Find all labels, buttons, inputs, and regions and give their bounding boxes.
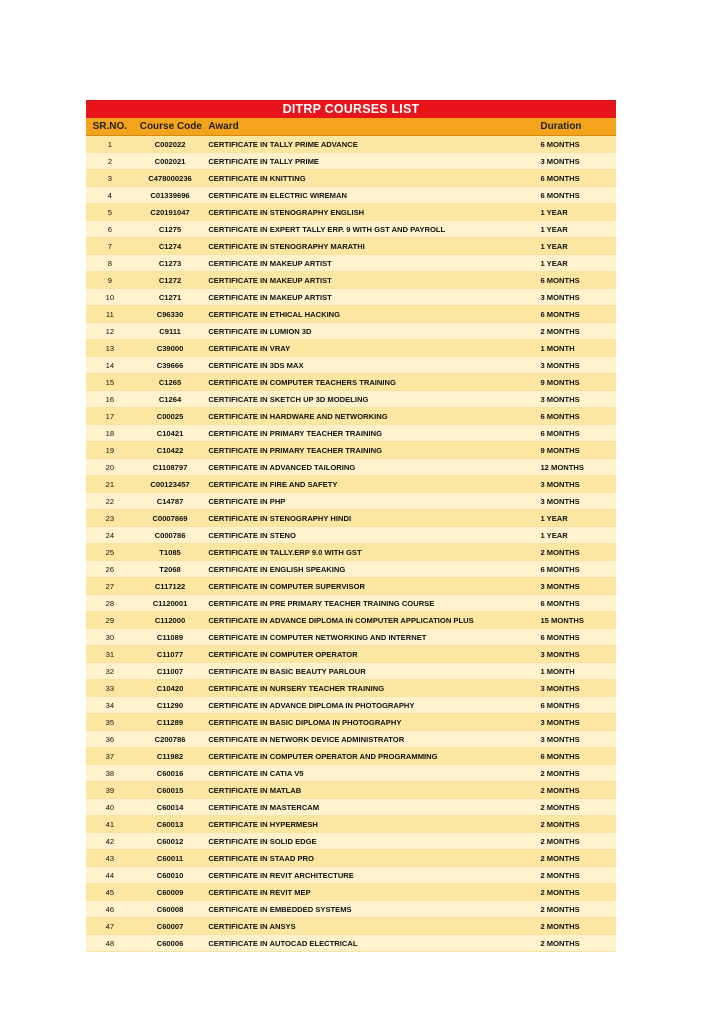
cell-sr-no: 16 <box>105 395 115 404</box>
cell-duration: 6 MONTHS <box>540 633 580 642</box>
cell-award: CERTIFICATE IN STENO <box>208 531 296 540</box>
cell-sr-no: 18 <box>105 429 115 438</box>
cell-award: CERTIFICATE IN NURSERY TEACHER TRAINING <box>208 684 385 693</box>
cell-award: CERTIFICATE IN AUTOCAD ELECTRICAL <box>208 939 358 948</box>
table-row <box>86 765 616 782</box>
cell-duration: 2 MONTHS <box>540 327 580 336</box>
cell-duration: 1 MONTH <box>540 344 575 353</box>
cell-course-code: C60006 <box>156 939 184 948</box>
table-row <box>86 340 616 357</box>
cell-course-code: C14787 <box>156 497 184 506</box>
cell-duration: 3 MONTHS <box>540 684 580 693</box>
cell-duration: 2 MONTHS <box>540 905 580 914</box>
cell-course-code: C1272 <box>158 276 182 285</box>
cell-course-code: C11089 <box>156 633 184 642</box>
cell-sr-no: 21 <box>105 480 115 489</box>
cell-duration: 3 MONTHS <box>540 650 580 659</box>
table-row <box>86 884 616 901</box>
cell-award: CERTIFICATE IN COMPUTER SUPERVISOR <box>208 582 365 591</box>
cell-award: CERTIFICATE IN SOLID EDGE <box>208 837 317 846</box>
cell-sr-no: 5 <box>107 208 112 217</box>
cell-course-code: T1085 <box>159 548 181 557</box>
cell-duration: 9 MONTHS <box>540 378 580 387</box>
cell-duration: 3 MONTHS <box>540 582 580 591</box>
table-row <box>86 323 616 340</box>
cell-award: CERTIFICATE IN STENOGRAPHY HINDI <box>208 514 352 523</box>
cell-sr-no: 24 <box>105 531 115 540</box>
cell-award: CERTIFICATE IN PRIMARY TEACHER TRAINING <box>208 446 382 455</box>
cell-award: CERTIFICATE IN MAKEUP ARTIST <box>208 293 332 302</box>
cell-course-code: C10421 <box>156 429 184 438</box>
cell-sr-no: 28 <box>105 599 115 608</box>
cell-course-code: C96330 <box>156 310 184 319</box>
cell-course-code: C60011 <box>156 854 184 863</box>
cell-award: CERTIFICATE IN HARDWARE AND NETWORKING <box>208 412 388 421</box>
cell-sr-no: 3 <box>107 174 112 183</box>
cell-sr-no: 40 <box>105 803 115 812</box>
cell-course-code: C60015 <box>156 786 184 795</box>
cell-course-code: C60009 <box>156 888 184 897</box>
cell-sr-no: 35 <box>105 718 115 727</box>
cell-award: CERTIFICATE IN REVIT ARCHITECTURE <box>208 871 354 880</box>
cell-award: CERTIFICATE IN 3DS MAX <box>208 361 304 370</box>
cell-sr-no: 31 <box>105 650 115 659</box>
cell-award: CERTIFICATE IN EXPERT TALLY ERP. 9 WITH GST AND PAYROLL <box>208 225 446 234</box>
cell-sr-no: 7 <box>107 242 112 251</box>
table-row <box>86 595 616 612</box>
cell-sr-no: 1 <box>107 140 112 149</box>
cell-sr-no: 10 <box>105 293 115 302</box>
cell-sr-no: 45 <box>105 888 115 897</box>
cell-award: CERTIFICATE IN TALLY.ERP 9.0 WITH GST <box>208 548 362 557</box>
cell-sr-no: 46 <box>105 905 115 914</box>
table-row <box>86 459 616 476</box>
table-row <box>86 680 616 697</box>
cell-duration: 2 MONTHS <box>540 548 580 557</box>
cell-sr-no: 48 <box>105 939 115 948</box>
cell-duration: 9 MONTHS <box>540 446 580 455</box>
cell-duration: 6 MONTHS <box>540 752 580 761</box>
cell-award: CERTIFICATE IN PHP <box>208 497 286 506</box>
cell-duration: 6 MONTHS <box>540 191 580 200</box>
cell-course-code: C10420 <box>156 684 184 693</box>
cell-sr-no: 43 <box>105 854 115 863</box>
table-row <box>86 697 616 714</box>
cell-course-code: C00123457 <box>150 480 190 489</box>
cell-duration: 1 YEAR <box>540 208 568 217</box>
cell-sr-no: 30 <box>105 633 115 642</box>
cell-duration: 6 MONTHS <box>540 174 580 183</box>
cell-duration: 2 MONTHS <box>540 922 580 931</box>
table-row <box>86 918 616 935</box>
cell-duration: 1 YEAR <box>540 514 568 523</box>
cell-duration: 2 MONTHS <box>540 803 580 812</box>
cell-award: CERTIFICATE IN MAKEUP ARTIST <box>208 259 332 268</box>
cell-award: CERTIFICATE IN ADVANCE DIPLOMA IN PHOTOGRAPHY <box>208 701 415 710</box>
cell-course-code: C200786 <box>154 735 186 744</box>
table-row <box>86 782 616 799</box>
cell-sr-no: 39 <box>105 786 115 795</box>
cell-course-code: C112000 <box>154 616 186 625</box>
cell-award: CERTIFICATE IN ETHICAL HACKING <box>208 310 341 319</box>
cell-duration: 1 MONTH <box>540 667 575 676</box>
table-row <box>86 221 616 238</box>
cell-duration: 1 YEAR <box>540 259 568 268</box>
table-row <box>86 629 616 646</box>
cell-duration: 3 MONTHS <box>540 735 580 744</box>
cell-course-code: C1273 <box>158 259 182 268</box>
cell-award: CERTIFICATE IN COMPUTER TEACHERS TRAINING <box>208 378 396 387</box>
table-row <box>86 374 616 391</box>
table-row <box>86 748 616 765</box>
cell-course-code: C39666 <box>156 361 184 370</box>
cell-course-code: C60008 <box>156 905 184 914</box>
cell-course-code: C9111 <box>159 327 181 336</box>
cell-course-code: C60013 <box>156 820 184 829</box>
cell-award: CERTIFICATE IN COMPUTER OPERATOR AND PROGRAMMING <box>208 752 438 761</box>
table-row <box>86 170 616 187</box>
cell-award: CERTIFICATE IN TALLY PRIME ADVANCE <box>208 140 358 149</box>
table-row <box>86 442 616 459</box>
cell-course-code: C11289 <box>156 718 184 727</box>
cell-duration: 1 YEAR <box>540 531 568 540</box>
table-row <box>86 901 616 918</box>
table-row <box>86 663 616 680</box>
cell-award: CERTIFICATE IN BASIC BEAUTY PARLOUR <box>208 667 366 676</box>
cell-award: CERTIFICATE IN KNITTING <box>208 174 306 183</box>
table-row <box>86 306 616 323</box>
cell-duration: 2 MONTHS <box>540 786 580 795</box>
cell-course-code: C1271 <box>158 293 182 302</box>
cell-duration: 6 MONTHS <box>540 565 580 574</box>
table-row <box>86 816 616 833</box>
table-row <box>86 476 616 493</box>
cell-duration: 2 MONTHS <box>540 854 580 863</box>
table-row <box>86 153 616 170</box>
header-award: Award <box>208 121 239 132</box>
cell-duration: 3 MONTHS <box>540 157 580 166</box>
table-row <box>86 612 616 629</box>
cell-sr-no: 33 <box>105 684 115 693</box>
table-header <box>86 118 616 136</box>
table-row <box>86 799 616 816</box>
cell-sr-no: 38 <box>105 769 115 778</box>
cell-course-code: C60012 <box>156 837 184 846</box>
table-row <box>86 289 616 306</box>
cell-duration: 3 MONTHS <box>540 718 580 727</box>
table-row <box>86 391 616 408</box>
table-row <box>86 255 616 272</box>
cell-award: CERTIFICATE IN STENOGRAPHY ENGLISH <box>208 208 365 217</box>
header-course-code: Course Code <box>139 121 202 132</box>
cell-award: CERTIFICATE IN PRE PRIMARY TEACHER TRAINING COURSE <box>208 599 435 608</box>
cell-award: CERTIFICATE IN FIRE AND SAFETY <box>208 480 338 489</box>
cell-sr-no: 14 <box>105 361 115 370</box>
cell-course-code: C20191047 <box>150 208 190 217</box>
cell-course-code: C00025 <box>156 412 184 421</box>
cell-duration: 3 MONTHS <box>540 480 580 489</box>
table-row <box>86 867 616 884</box>
cell-course-code: C11077 <box>156 650 184 659</box>
cell-duration: 3 MONTHS <box>540 395 580 404</box>
cell-award: CERTIFICATE IN BASIC DIPLOMA IN PHOTOGRAPHY <box>208 718 402 727</box>
table-row <box>86 238 616 255</box>
cell-course-code: C1274 <box>158 242 182 251</box>
table-row <box>86 935 616 952</box>
table-row <box>86 425 616 442</box>
cell-award: CERTIFICATE IN VRAY <box>208 344 291 353</box>
cell-course-code: C002022 <box>154 140 186 149</box>
cell-course-code: C1108797 <box>152 463 188 472</box>
cell-award: CERTIFICATE IN STENOGRAPHY MARATHI <box>208 242 365 251</box>
cell-course-code: C60014 <box>156 803 184 812</box>
table-row <box>86 833 616 850</box>
table-row <box>86 408 616 425</box>
cell-sr-no: 19 <box>105 446 115 455</box>
table-row <box>86 510 616 527</box>
cell-award: CERTIFICATE IN LUMION 3D <box>208 327 312 336</box>
cell-sr-no: 20 <box>105 463 115 472</box>
cell-sr-no: 29 <box>105 616 115 625</box>
cell-award: CERTIFICATE IN HYPERMESH <box>208 820 318 829</box>
cell-duration: 2 MONTHS <box>540 769 580 778</box>
cell-award: CERTIFICATE IN ANSYS <box>208 922 296 931</box>
cell-award: CERTIFICATE IN SKETCH UP 3D MODELING <box>208 395 369 404</box>
cell-award: CERTIFICATE IN STAAD PRO <box>208 854 314 863</box>
cell-duration: 1 YEAR <box>540 225 568 234</box>
cell-course-code: C39000 <box>156 344 184 353</box>
cell-course-code: C1265 <box>158 378 182 387</box>
cell-sr-no: 36 <box>105 735 115 744</box>
cell-award: CERTIFICATE IN CATIA V5 <box>208 769 304 778</box>
table-row <box>86 272 616 289</box>
cell-duration: 3 MONTHS <box>540 361 580 370</box>
cell-sr-no: 8 <box>107 259 112 268</box>
cell-course-code: C01339696 <box>150 191 190 200</box>
cell-duration: 6 MONTHS <box>540 310 580 319</box>
cell-duration: 6 MONTHS <box>540 429 580 438</box>
cell-sr-no: 9 <box>107 276 112 285</box>
cell-course-code: C1120001 <box>152 599 188 608</box>
cell-sr-no: 2 <box>107 157 112 166</box>
cell-course-code: C60016 <box>156 769 184 778</box>
table-row <box>86 578 616 595</box>
cell-course-code: C117122 <box>154 582 186 591</box>
cell-sr-no: 26 <box>105 565 115 574</box>
cell-sr-no: 34 <box>105 701 115 710</box>
cell-course-code: T2068 <box>159 565 181 574</box>
cell-duration: 6 MONTHS <box>540 599 580 608</box>
cell-award: CERTIFICATE IN COMPUTER OPERATOR <box>208 650 358 659</box>
cell-award: CERTIFICATE IN PRIMARY TEACHER TRAINING <box>208 429 382 438</box>
cell-award: CERTIFICATE IN ADVANCED TAILORING <box>208 463 356 472</box>
cell-award: CERTIFICATE IN TALLY PRIME <box>208 157 319 166</box>
cell-course-code: C000786 <box>154 531 186 540</box>
cell-sr-no: 15 <box>105 378 115 387</box>
cell-sr-no: 32 <box>105 667 115 676</box>
cell-course-code: C11007 <box>156 667 184 676</box>
cell-duration: 2 MONTHS <box>540 939 580 948</box>
cell-sr-no: 42 <box>105 837 115 846</box>
cell-duration: 6 MONTHS <box>540 701 580 710</box>
cell-award: CERTIFICATE IN EMBEDDED SYSTEMS <box>208 905 352 914</box>
courses-table <box>86 100 616 952</box>
cell-award: CERTIFICATE IN MAKEUP ARTIST <box>208 276 332 285</box>
cell-duration: 1 YEAR <box>540 242 568 251</box>
table-title: DITRP COURSES LIST <box>86 100 616 118</box>
cell-duration: 2 MONTHS <box>540 871 580 880</box>
cell-sr-no: 44 <box>105 871 115 880</box>
cell-course-code: C002021 <box>154 157 186 166</box>
cell-award: CERTIFICATE IN ADVANCE DIPLOMA IN COMPUTER APPLICATION PLUS <box>208 616 474 625</box>
table-row <box>86 187 616 204</box>
cell-duration: 6 MONTHS <box>540 276 580 285</box>
table-row <box>86 357 616 374</box>
table-row <box>86 646 616 663</box>
cell-sr-no: 12 <box>105 327 115 336</box>
cell-sr-no: 6 <box>107 225 112 234</box>
cell-sr-no: 17 <box>105 412 115 421</box>
cell-award: CERTIFICATE IN ENGLISH SPEAKING <box>208 565 346 574</box>
cell-award: CERTIFICATE IN ELECTRIC WIREMAN <box>208 191 347 200</box>
cell-course-code: C478000236 <box>148 174 192 183</box>
header-sr-no: SR.NO. <box>92 121 128 132</box>
cell-duration: 6 MONTHS <box>540 140 580 149</box>
cell-sr-no: 4 <box>107 191 112 200</box>
cell-sr-no: 25 <box>105 548 115 557</box>
cell-duration: 6 MONTHS <box>540 412 580 421</box>
cell-sr-no: 47 <box>105 922 115 931</box>
cell-sr-no: 23 <box>105 514 115 523</box>
cell-duration: 3 MONTHS <box>540 293 580 302</box>
cell-duration: 2 MONTHS <box>540 837 580 846</box>
cell-course-code: C11290 <box>156 701 184 710</box>
cell-duration: 2 MONTHS <box>540 820 580 829</box>
cell-award: CERTIFICATE IN MATLAB <box>208 786 302 795</box>
cell-sr-no: 27 <box>105 582 115 591</box>
table-body <box>86 136 616 952</box>
table-row <box>86 204 616 221</box>
cell-sr-no: 22 <box>105 497 115 506</box>
cell-sr-no: 11 <box>105 310 114 319</box>
table-row <box>86 731 616 748</box>
table-row <box>86 714 616 731</box>
table-row <box>86 527 616 544</box>
table-row <box>86 136 616 153</box>
cell-course-code: C11982 <box>156 752 184 761</box>
table-row <box>86 544 616 561</box>
cell-course-code: C0007869 <box>152 514 188 523</box>
cell-course-code: C1264 <box>158 395 182 404</box>
cell-award: CERTIFICATE IN COMPUTER NETWORKING AND INTERNET <box>208 633 427 642</box>
cell-duration: 12 MONTHS <box>540 463 584 472</box>
cell-duration: 3 MONTHS <box>540 497 580 506</box>
table-row <box>86 850 616 867</box>
table-row <box>86 493 616 510</box>
table-row <box>86 561 616 578</box>
cell-course-code: C60007 <box>156 922 184 931</box>
cell-course-code: C1275 <box>158 225 182 234</box>
cell-award: CERTIFICATE IN NETWORK DEVICE ADMINISTRATOR <box>208 735 405 744</box>
cell-award: CERTIFICATE IN REVIT MEP <box>208 888 311 897</box>
header-duration: Duration <box>540 121 582 132</box>
cell-sr-no: 13 <box>105 344 115 353</box>
cell-sr-no: 37 <box>105 752 115 761</box>
cell-course-code: C10422 <box>156 446 184 455</box>
cell-course-code: C60010 <box>156 871 184 880</box>
cell-duration: 15 MONTHS <box>540 616 584 625</box>
cell-duration: 2 MONTHS <box>540 888 580 897</box>
cell-award: CERTIFICATE IN MASTERCAM <box>208 803 320 812</box>
cell-sr-no: 41 <box>105 820 115 829</box>
